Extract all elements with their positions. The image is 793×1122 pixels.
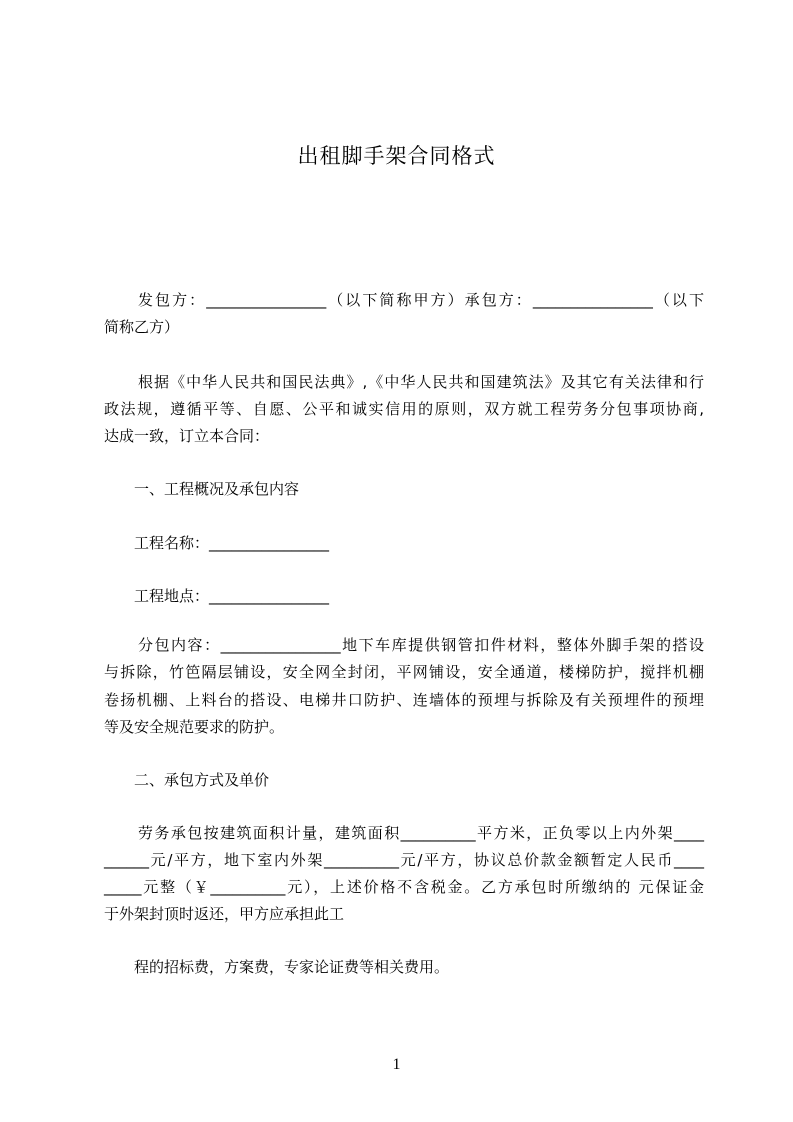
pricing-line-1: 劳务承包按建筑面积计量，建筑面积__________平方米，正负零以上内外架____ <box>138 824 704 842</box>
project-location-field: 工程地点：________________ <box>134 587 330 605</box>
preamble-line-2: 政法规，遵循平等、自愿、公平和诚实信用的原则，双方就工程劳务分包事项协商, <box>104 400 704 418</box>
pricing-line-2: ______元/平方，地下室内外架__________元/平方，协议总价款金额暂定人民币____ <box>104 851 704 869</box>
preamble-line-3: 达成一致，订立本合同： <box>104 427 270 445</box>
project-name-field: 工程名称：________________ <box>134 534 330 552</box>
parties-line-1: 发包方：________________（以下简称甲方）承包方：________________（以下 <box>138 291 704 309</box>
preamble-line-1: 根据《中华人民共和国民法典》,《中华人民共和国建筑法》及其它有关法律和行 <box>138 373 704 391</box>
scope-line-2: 与拆除，竹笆隔层铺设，安全网全封闭，平网铺设，安全通道，楼梯防护，搅拌机棚 <box>104 663 704 681</box>
section2-heading: 二、承包方式及单价 <box>134 771 270 789</box>
document-title: 出租脚手架合同格式 <box>297 144 496 168</box>
scope-line-1: 分包内容：________________地下车库提供钢管扣件材料，整体外脚手架的搭设 <box>138 636 704 654</box>
section1-heading: 一、工程概况及承包内容 <box>134 480 300 498</box>
scope-line-3: 卷扬机棚、上料台的搭设、电梯井口防护、连墙体的预埋与拆除及有关预埋件的预埋 <box>104 691 704 709</box>
parties-line-2: 简称乙方） <box>104 318 180 336</box>
pricing-line-4: 于外架封顶时返还，甲方应承担此工 <box>104 905 345 923</box>
scope-line-4: 等及安全规范要求的防护。 <box>104 718 285 736</box>
page-number: 1 <box>392 1056 401 1073</box>
pricing-line-5: 程的招标费，方案费，专家论证费等相关费用。 <box>134 958 450 976</box>
pricing-line-3: _____元整（￥__________元），上述价格不含税金。乙方承包时所缴纳的 元保证金 <box>104 878 704 896</box>
